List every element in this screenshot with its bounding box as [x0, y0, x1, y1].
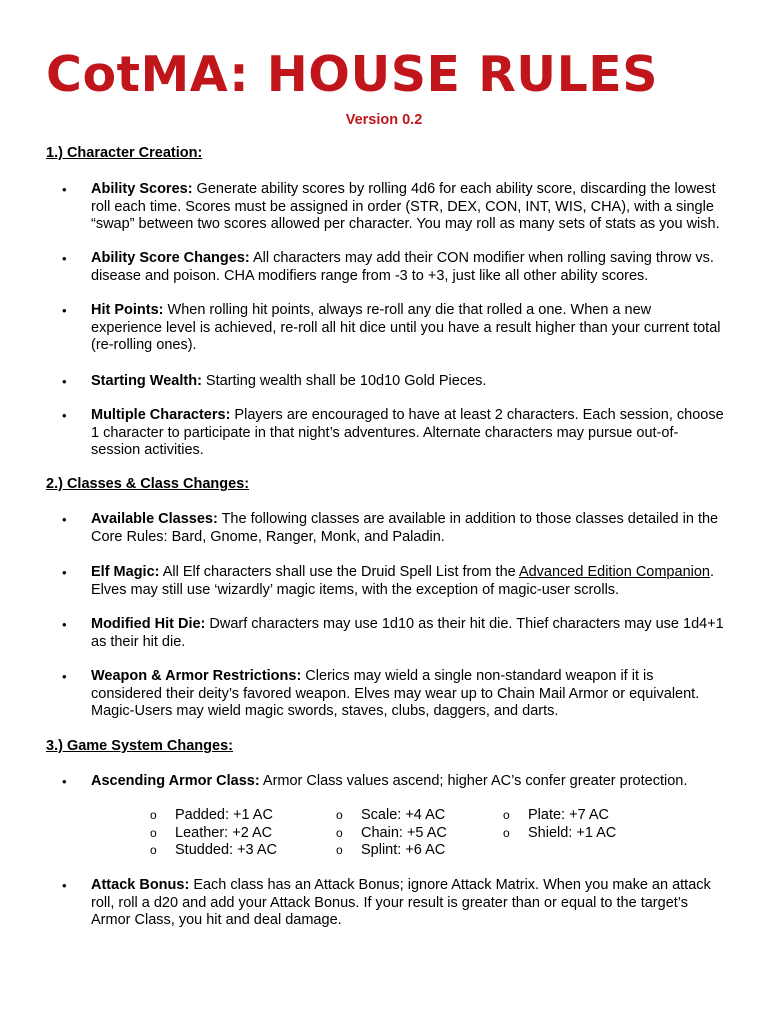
list-item-hit-points — [62, 302, 726, 355]
bullet-icon: • — [62, 512, 67, 527]
armor-column-1 — [150, 807, 277, 860]
bullet-icon: • — [62, 182, 67, 197]
item-label: Starting Wealth: — [91, 373, 202, 389]
armor-bonus-list — [150, 807, 670, 861]
circle-bullet-icon: o — [150, 843, 157, 857]
list-item-ability-scores — [62, 181, 726, 234]
list-item-attack-bonus — [62, 877, 726, 930]
list-item-ascending-armor-class — [62, 773, 726, 791]
item-text: The following classes are available in addition to those classes detailed in the Core Rules: Bard, Gnome, Ranger, Monk, and Paladin. — [91, 511, 719, 545]
armor-column-3 — [503, 807, 616, 842]
item-label: Hit Points: — [91, 302, 164, 318]
circle-bullet-icon: o — [336, 843, 343, 857]
armor-list-item: o Chain: +5 AC — [336, 824, 447, 841]
item-text-after: . Elves may still use ‘wizardly’ magic items, with the exception of magic-user scrolls. — [91, 564, 715, 598]
bullet-icon: • — [62, 669, 67, 684]
armor-list-item: o Studded: +3 AC — [150, 842, 277, 858]
item-label: Available Classes: — [91, 511, 218, 527]
armor-list-item: o Plate: +7 AC — [503, 807, 610, 823]
circle-bullet-icon: o — [503, 808, 510, 822]
version-label: Version 0.2 — [345, 112, 423, 128]
list-item-starting-wealth — [62, 373, 726, 391]
list-item-multiple-characters — [62, 407, 726, 460]
item-label: Weapon & Armor Restrictions: — [91, 668, 302, 684]
list-item-modified-hit-die — [62, 616, 726, 651]
bullet-icon: • — [62, 878, 67, 893]
list-item-elf-magic — [62, 564, 726, 599]
section-heading-character-creation: 1.) Character Creation: — [46, 145, 203, 161]
item-label: Ability Scores: — [91, 181, 193, 197]
list-item-weapon-armor-restrictions — [62, 668, 726, 721]
armor-list-item: o Scale: +4 AC — [336, 807, 446, 823]
armor-list-item: o Leather: +2 AC — [150, 824, 273, 841]
item-text: Each class has an Attack Bonus; ignore Attack Matrix. When you make an attack roll, roll a d20 and add your Attack Bonus. If your result is greater than or equal to the target’s Armor Class, you hit and deal damage. — [91, 877, 711, 928]
bullet-icon: • — [62, 617, 67, 632]
advanced-edition-companion-link: Advanced Edition Companion — [518, 564, 710, 580]
armor-list-item: o Shield: +1 AC — [503, 824, 617, 841]
item-text: Armor Class values ascend; higher AC’s confer greater protection. — [259, 773, 688, 789]
item-label: Elf Magic: — [91, 564, 160, 580]
section-heading-game-system: 3.) Game System Changes: — [46, 738, 233, 754]
circle-bullet-icon: o — [336, 808, 343, 822]
section-heading-classes: 2.) Classes & Class Changes: — [46, 476, 250, 492]
bullet-icon: • — [62, 374, 67, 389]
item-text: Generate ability scores by rolling 4d6 for each ability score, discarding the lowest roll each time. Scores must be assigned in order (STR, DEX, CON, INT, WIS, CHA), with a single “swap” between two scores allowed per character. You may roll as many sets of stats as you wish. — [91, 181, 720, 232]
circle-bullet-icon: o — [503, 825, 510, 840]
list-item-ability-score-changes — [62, 250, 726, 285]
bullet-icon: • — [62, 565, 67, 580]
armor-list-item: o Splint: +6 AC — [336, 842, 446, 858]
item-text: When rolling hit points, always re-roll any die that rolled a one. When a new experience level is achieved, re-roll all hit dice until you have a result higher than your current total (re-rolling ones). — [91, 302, 721, 353]
armor-list-item: o Padded: +1 AC — [150, 807, 273, 823]
bullet-icon: • — [62, 408, 67, 423]
circle-bullet-icon: o — [150, 808, 157, 822]
item-label: Ability Score Changes: — [91, 250, 250, 266]
item-label: Attack Bonus: — [91, 877, 190, 893]
bullet-icon: • — [62, 251, 67, 266]
item-text: Clerics may wield a single non-standard weapon if it is considered their deity’s favored weapon. Elves may wear up to Chain Mail Armor or equivalent. Magic-Users may wield magic swords, staves, clubs, daggers, and darts. — [91, 668, 700, 719]
item-text: All characters may add their CON modifier when rolling saving throw vs. disease and poison. CHA modifiers range from -3 to +3, just like all other ability scores. — [91, 250, 714, 284]
item-text: Dwarf characters may use 1d10 as their hit die. Thief characters may use 1d4+1 as their hit die. — [91, 616, 724, 650]
item-text: Starting wealth shall be 10d10 Gold Pieces. — [201, 373, 487, 389]
list-item-available-classes — [62, 511, 726, 546]
page-title: CotMA: HOUSE RULES — [46, 46, 659, 103]
item-label: Modified Hit Die: — [91, 616, 206, 632]
item-label: Multiple Characters: — [91, 407, 231, 423]
bullet-icon: • — [62, 774, 67, 789]
armor-column-2 — [336, 807, 447, 860]
circle-bullet-icon: o — [150, 825, 157, 840]
bullet-icon: • — [62, 303, 67, 318]
item-text-before: All Elf characters shall use the Druid Spell List from the — [159, 564, 519, 580]
item-text: Players are encouraged to have at least 2 characters. Each session, choose 1 character to participate in that night’s adventures. Alternate characters may pursue out-of-session activities. — [91, 407, 724, 458]
circle-bullet-icon: o — [336, 825, 343, 840]
item-label: Ascending Armor Class: — [91, 773, 260, 789]
